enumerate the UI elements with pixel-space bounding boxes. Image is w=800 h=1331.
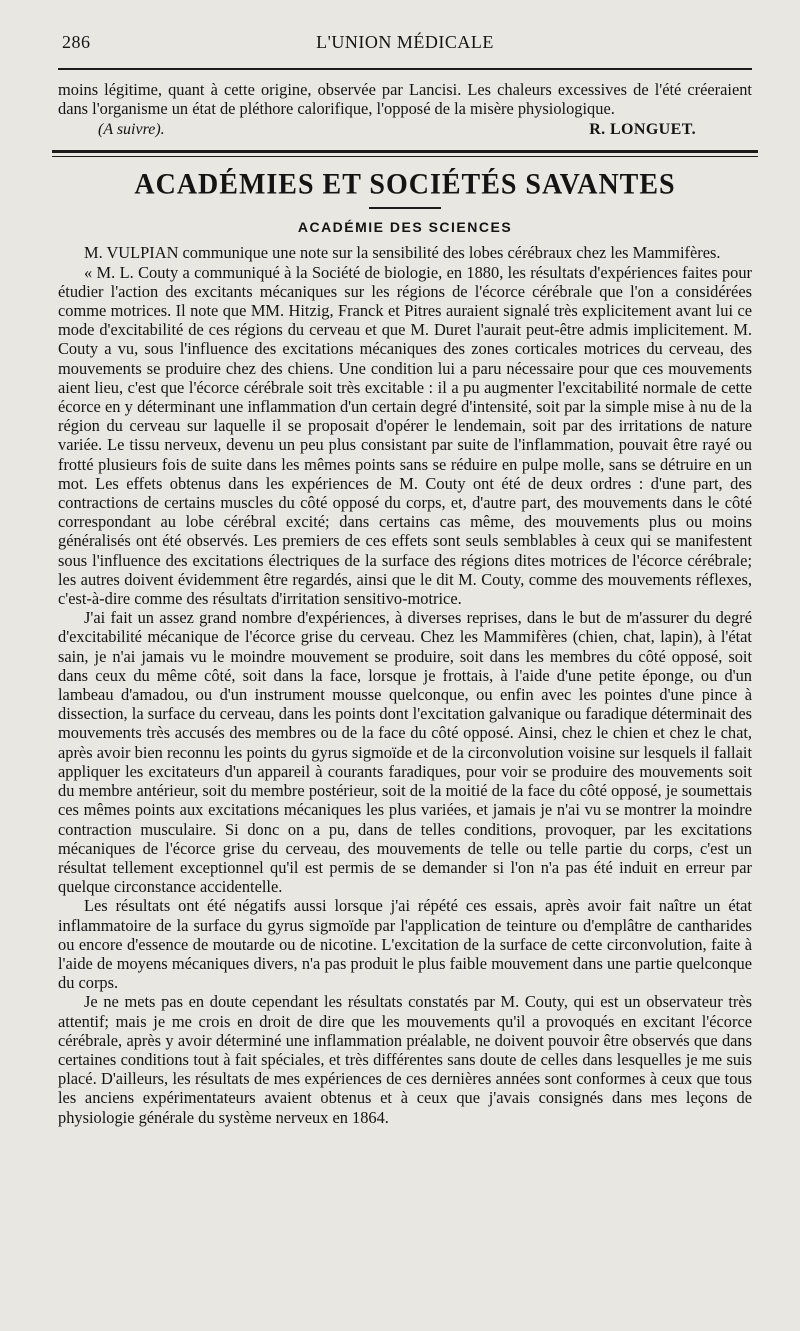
section-title: ACADÉMIES ET SOCIÉTÉS SAVANTES — [134, 168, 676, 202]
page-header — [58, 26, 752, 60]
paragraph-conclusion: Je ne mets pas en doute cependant les résultats constatés par M. Couty, qui est un observateur très attentif; mais je me crois en droit de dire que les mouvements qu'il a provoqués en excitant l'écorce cérébrale, après y avoir déterminé une inflammation préalable, ne doivent pouvoir être observés que dans certaines conditions tout à fait spéciales, et très différentes sans doute de celles dans lesquelles je me suis placé. D'ailleurs, les résultats de mes expériences de ces dernières années sont conformes à ceux que tous les anciens expérimentateurs avaient obtenus et à ceux que j'avais consignés dans mes leçons de physiologie générale du système nerveux en 1864. — [58, 992, 752, 1127]
continued-paragraph: moins légitime, quant à cette origine, observée par Lancisi. Les chaleurs excessives de l'été créeraient dans l'organisme un état de pléthore calorifique, l'opposé de la misère physiologique. — [58, 80, 752, 119]
subsection-title: ACADÉMIE DES SCIENCES — [297, 219, 513, 236]
header-rule — [58, 68, 752, 70]
signature-line — [58, 118, 752, 140]
article-body — [58, 243, 752, 1126]
paragraph-intro: M. VULPIAN communique une note sur la sensibilité des lobes cérébraux chez les Mammifères. — [84, 243, 721, 263]
author-signature: R. LONGUET. — [589, 121, 696, 139]
to-be-continued-note: (A suivre). — [98, 121, 165, 139]
page-number: 286 — [62, 32, 91, 52]
section-divider — [52, 150, 758, 157]
paragraph-negative-results: Les résultats ont été négatifs aussi lorsque j'ai répété ces essais, après avoir fait naître un état inflammatoire de la surface du gyrus sigmoïde par l'application de teinture ou d'emplâtre de cantharides ou encore d'essence de moutarde ou de nicotine. L'excitation de la surface de cette circonvolution, faite à l'aide de moyens mécaniques divers, n'a pas produit le plus faible mouvement dans une partie quelconque du corps. — [58, 896, 752, 993]
title-rule — [369, 207, 441, 209]
paragraph-experiments: J'ai fait un assez grand nombre d'expériences, à diverses reprises, dans le but de m'assurer du degré d'excitabilité mécanique de l'écorce grise du cerveau. Chez les Mammifères (chien, chat, lapin), à l'état sain, je n'ai jamais vu le moindre mouvement se produire, soit dans les membres du côté opposé, soit dans ceux du même côté, soit dans la face, lorsque je frottais, à l'aide d'une petite éponge, ou d'un lambeau d'amadou, ou d'un instrument mousse quelconque, ou enfin avec les pointes d'une pince à dissection, la surface du cerveau, dans les points dont l'excitation galvanique ou faradique déterminait des mouvements très accusés des membres ou de la face du côté opposé. Ainsi, chez le chien et chez le chat, après avoir bien reconnu les points du gyrus sigmoïde et de la circonvolution voisine sur lesquels il fallait appliquer les excitateurs d'un appareil à courants faradiques, pour voir se produire des mouvements soit du membre antérieur, soit du membre postérieur, soit de la moitié de la face du côté opposé, je soumettais ces mêmes points aux excitations mécaniques les plus variées, et jamais je n'ai vu se montrer la moindre contraction musculaire. Si donc on a pu, dans de telles conditions, provoquer, par les excitations mécaniques de l'écorce grise du cerveau, des mouvements de telle ou telle partie du corps, c'est un résultat tellement exceptionnel qu'il est permis de se demander si l'on n'a pas été induit en erreur par quelque circonstance accidentelle. — [58, 608, 752, 897]
paragraph-couty: « M. L. Couty a communiqué à la Société de biologie, en 1880, les résultats d'expériences faites pour étudier l'action des excitants mécaniques sur les régions de l'écorce cérébrale que l'on a considérées comme motrices. Il note que MM. Hitzig, Franck et Pitres auraient signalé très explicitement avant lui ce mode d'excitabilité de ces régions du cerveau et que M. Duret l'aurait peut-être admis implicitement. M. Couty a vu, sous l'influence des excitations mécaniques des zones corticales motrices du cerveau, des mouvements se produire chez des chiens. Une condition lui a paru nécessaire pour que ces mouvements aient lieu, c'est que l'écorce cérébrale soit très excitable : il a pu augmenter l'excitabilité normale de cette écorce en y déterminant une inflammation d'un certain degré d'intensité, soit par la simple mise à nu de la région du cerveau sur laquelle il se proposait d'opérer le lendemain, soit par des irritations de nature variée. Le tissu nerveux, devenu un peu plus consistant par suite de l'inflammation, pouvait être rayé ou frotté plusieurs fois de suite dans les mêmes points sans se réduire en pulpe molle, sans se détruire en un mot. Les effets obtenus dans les expériences de M. Couty ont été de deux ordres : d'une part, des contractions de certains muscles du côté opposé du corps, et, d'autre part, des mouvements dans le côté correspondant au lobe cérébral excité; dans certains cas même, des mouvements plus ou moins généralisés ont été observés. Les premiers de ces effets sont seuls semblables à ceux qui se manifestent sous l'influence des excitations électriques de la surface des régions dites motrices de l'écorce cérébrale; les autres doivent évidemment être regardés, ainsi que le dit M. Couty, comme des mouvements réflexes, c'est-à-dire comme des résultats d'irritation sensitivo-motrice. — [58, 262, 752, 609]
running-title: L'UNION MÉDICALE — [316, 32, 494, 52]
